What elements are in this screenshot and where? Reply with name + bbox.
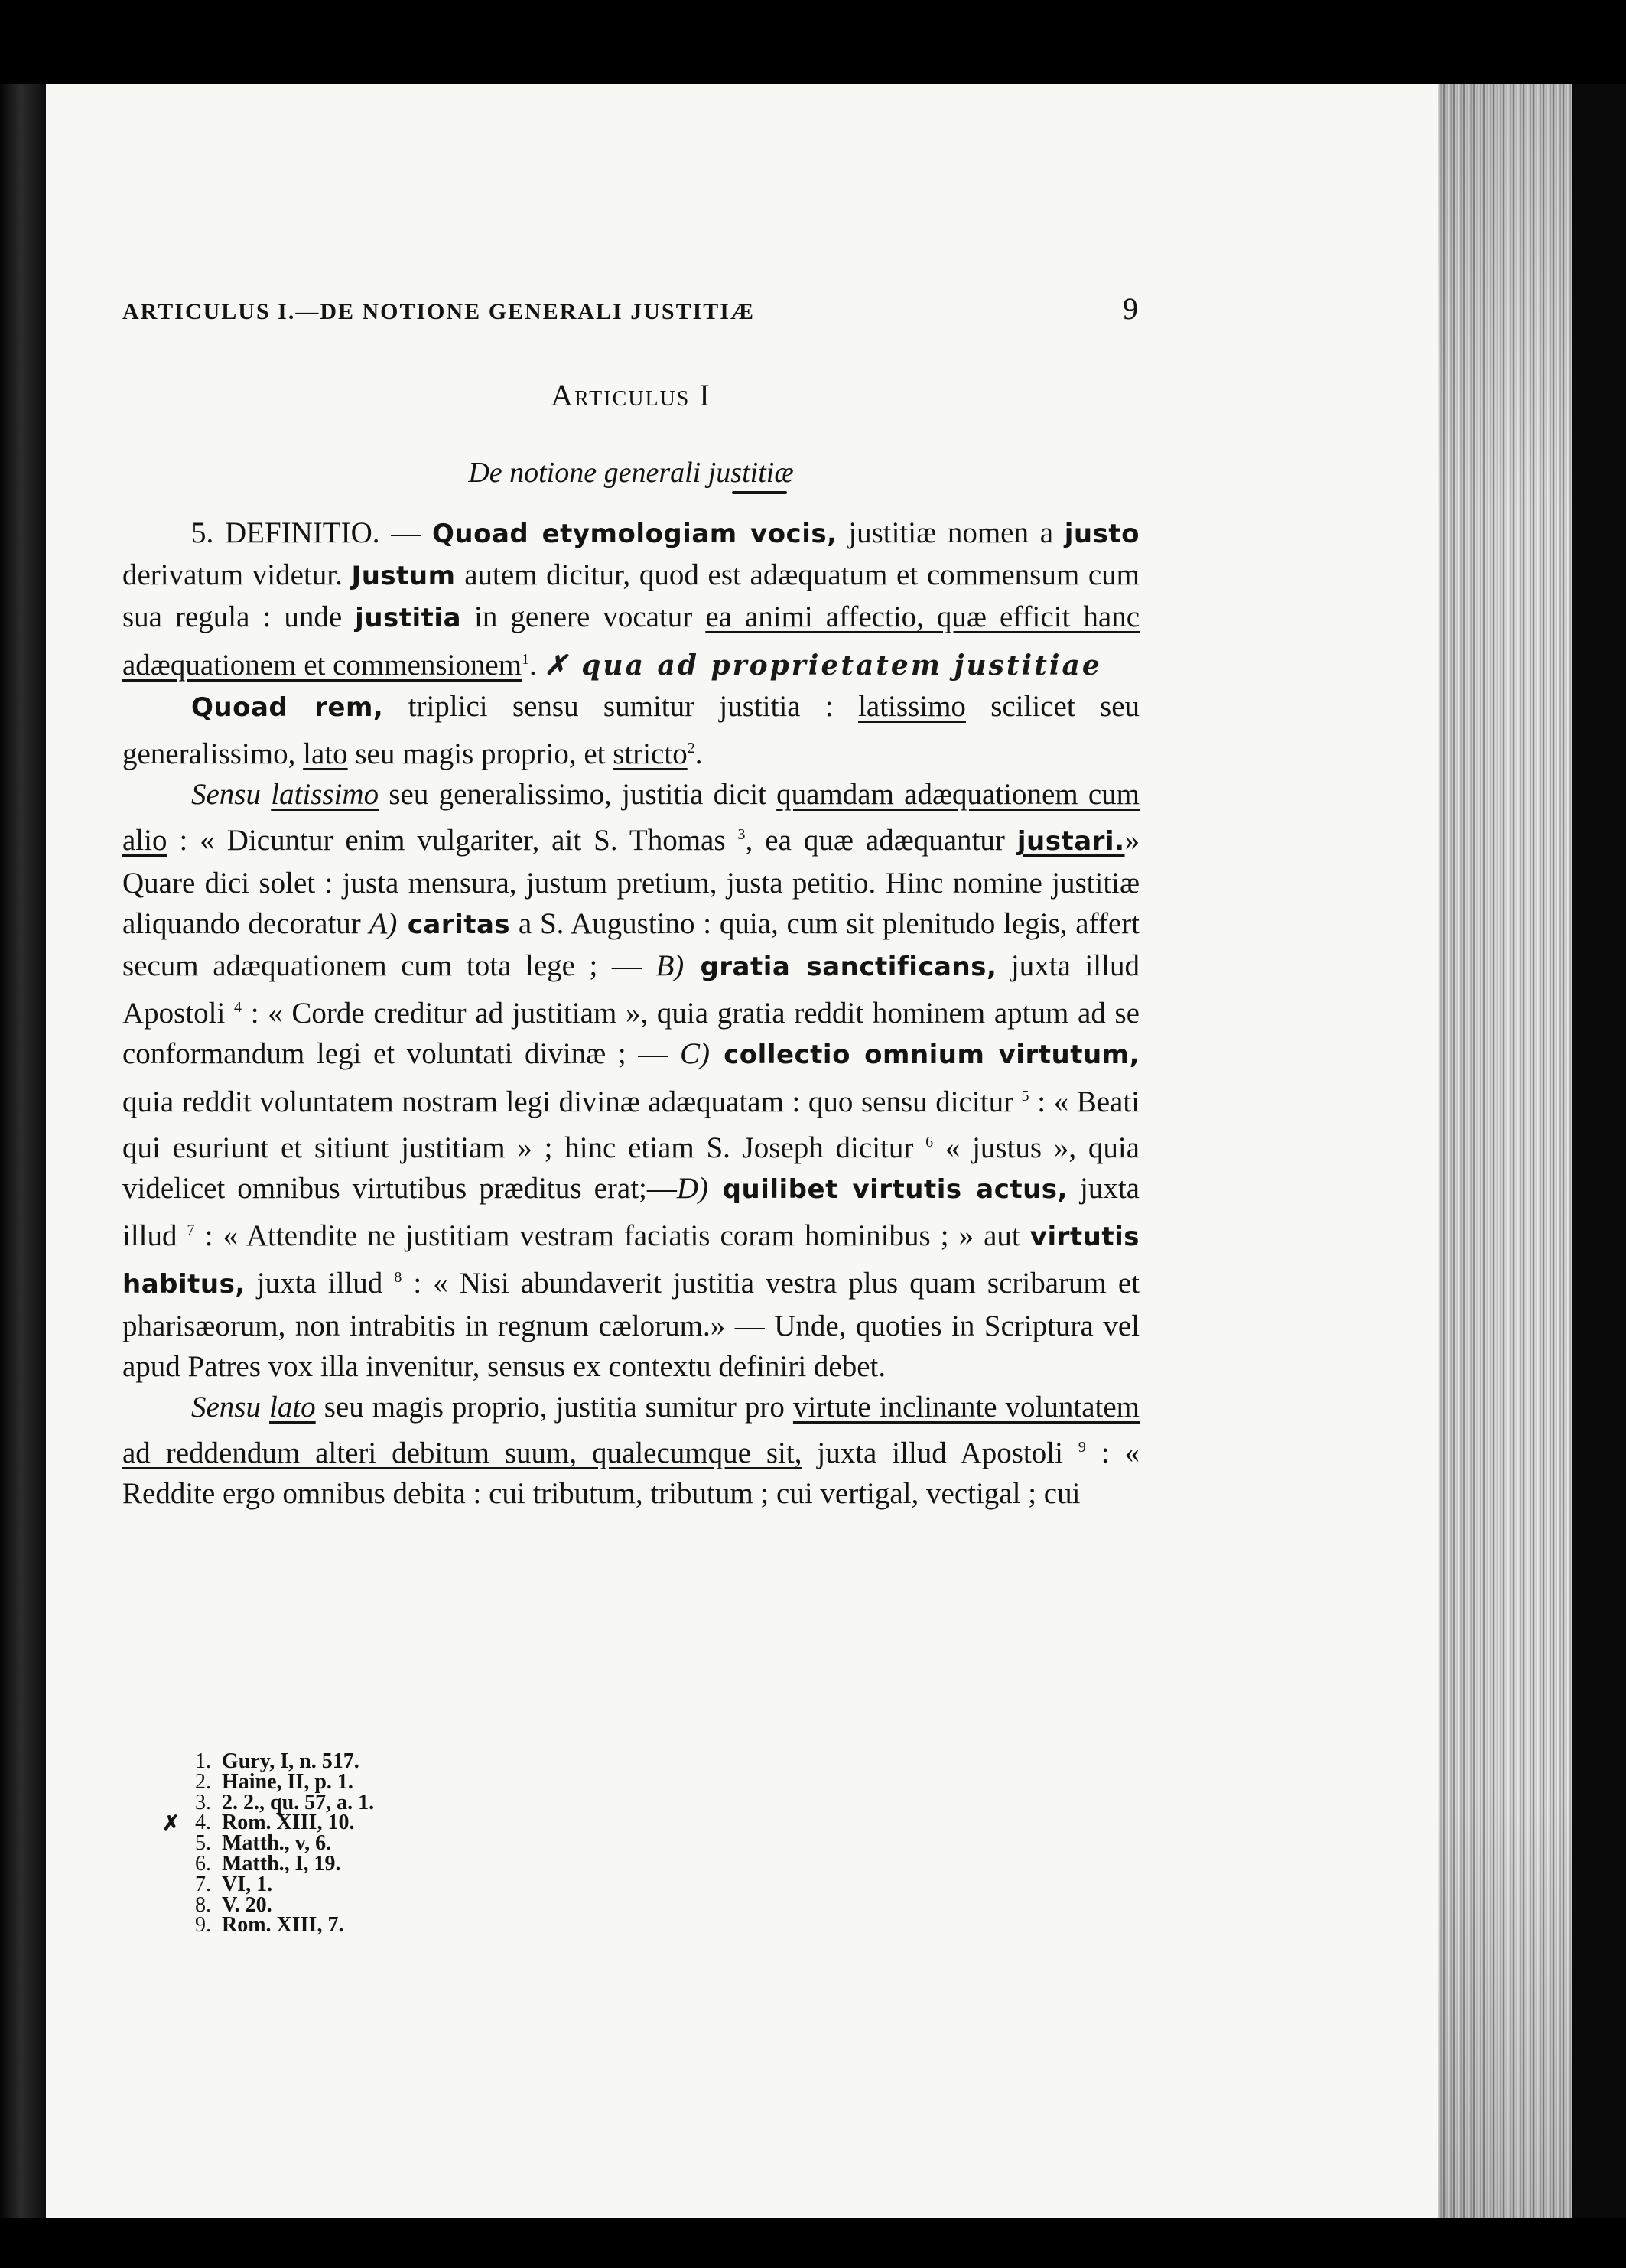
text: . bbox=[694, 737, 703, 771]
running-header bbox=[122, 291, 1140, 327]
enumeration-letter: C) bbox=[679, 1037, 710, 1071]
text: in genere vocatur bbox=[461, 600, 706, 634]
text: « justus », quia videlicet omnibus virtutibus præditus erat;— bbox=[122, 1131, 1140, 1206]
text: juxta illud bbox=[245, 1267, 395, 1300]
footnote bbox=[176, 1749, 558, 1773]
italic-text: Sensu bbox=[191, 778, 272, 812]
footnote-ref: 7 bbox=[187, 1222, 195, 1239]
underlined-phrase: ea animi affectio, quæ efficit hanc adæquationem et commensionem bbox=[122, 600, 1140, 682]
scan-right-border bbox=[1572, 84, 1626, 2218]
footnote-ref: 3 bbox=[737, 826, 746, 844]
text: seu magis proprio, justitia sumitur pro bbox=[315, 1391, 793, 1424]
footnote-text: Matth., I, 19. bbox=[222, 1851, 341, 1876]
enumeration-letter: A) bbox=[369, 906, 398, 940]
text: » Quare dici solet : justa mensura, justum pretium, justa petitio. Hinc nomine justitiæ aliquando decoratur bbox=[122, 824, 1140, 940]
text: juxta illud bbox=[122, 1172, 1140, 1253]
text: scilicet seu generalissimo, bbox=[122, 689, 1140, 771]
article-title: Articulus I bbox=[551, 378, 711, 412]
text: quia reddit voluntatem nostram legi divinæ adæquatam : quo sensu dicitur bbox=[122, 1085, 1022, 1118]
text: triplici sensu sumitur justitia : bbox=[383, 689, 859, 723]
handwritten-margin-mark: ✗ bbox=[162, 1812, 180, 1836]
footnote-ref: 8 bbox=[394, 1269, 402, 1287]
text: : « Attendite ne justitiam vestram faciatis coram hominibus ; » aut bbox=[194, 1219, 1030, 1253]
bold-term: collectio omnium virtutum, bbox=[709, 1040, 1140, 1071]
paragraph-definitio bbox=[122, 512, 1140, 686]
bold-term: justitia bbox=[355, 603, 462, 634]
underlined-word: stricto bbox=[613, 737, 688, 771]
text: , ea quæ adæquantur bbox=[745, 824, 1017, 857]
handwritten-annotation: ✗ qua ad proprietatem justitiae bbox=[544, 649, 1102, 682]
text: seu generalissimo, justitia dicit bbox=[379, 778, 777, 812]
text: juxta illud Apostoli bbox=[122, 949, 1140, 1030]
footnote-number: 1. bbox=[195, 1749, 211, 1773]
page-number: 9 bbox=[1123, 291, 1140, 326]
text: seu magis proprio, et bbox=[347, 737, 613, 771]
footnote-text: VI, 1. bbox=[222, 1872, 273, 1896]
underlined-phrase: quamdam adæquationem cum alio bbox=[122, 778, 1140, 857]
text: . bbox=[529, 648, 545, 682]
footnote-ref: 5 bbox=[1021, 1087, 1029, 1105]
footnote-text: V. 20. bbox=[222, 1892, 272, 1917]
bold-term: justo bbox=[1064, 519, 1140, 549]
footnote-number: 3. bbox=[195, 1790, 211, 1814]
footnote bbox=[176, 1892, 558, 1917]
text: justitiæ nomen a bbox=[837, 516, 1065, 549]
paragraph-sensu-latissimo bbox=[122, 774, 1140, 1387]
footnote-number: 2. bbox=[195, 1769, 211, 1794]
bold-term: quilibet virtutis actus, bbox=[708, 1174, 1068, 1206]
footnote bbox=[176, 1872, 558, 1896]
text: juxta illud Apostoli bbox=[802, 1437, 1078, 1470]
footnote-number: 7. bbox=[195, 1872, 211, 1896]
text: a S. Augustino : quia, cum sit plenitudo legis, affert secum adæquationem cum tota lege ; — bbox=[122, 906, 1140, 983]
enumeration-letter: B) bbox=[655, 949, 685, 983]
article-subtitle: De notione generali justitiæ bbox=[468, 457, 794, 489]
pen-underline-mark bbox=[732, 491, 787, 494]
underlined-word: latissimo bbox=[271, 778, 379, 812]
footnote-number: 8. bbox=[195, 1892, 211, 1917]
bold-term: virtutis habitus, bbox=[122, 1222, 1140, 1300]
italic-text: Sensu bbox=[191, 1391, 270, 1424]
footnote-text: 2. 2., qu. 57, a. 1. bbox=[222, 1790, 375, 1814]
text: autem dicitur, quod est adæquatum et commensum cum sua regula : unde bbox=[122, 558, 1140, 634]
footnotes bbox=[176, 1749, 558, 1938]
bold-term: Justum bbox=[351, 561, 456, 592]
footnote-text: Gury, I, n. 517. bbox=[222, 1749, 359, 1773]
footnote bbox=[176, 1851, 558, 1876]
page-stack-edge bbox=[1438, 84, 1572, 2218]
paragraph-sensu-lato bbox=[122, 1387, 1140, 1515]
footnote-number: 5. bbox=[195, 1831, 211, 1856]
text: : « Corde creditur ad justitiam », quia gratia reddit hominem aptum ad se conformandum legi et voluntati divinæ ; — bbox=[122, 997, 1140, 1071]
text: derivatum videtur. bbox=[122, 558, 352, 592]
footnote-ref: 4 bbox=[234, 999, 242, 1017]
underlined-phrase: virtute inclinante voluntatem ad reddendum alteri debitum suum, qualecumque sit, bbox=[122, 1391, 1140, 1470]
footnote-ref: 1 bbox=[522, 650, 530, 668]
section-number-heading: 5. DEFINITIO. — bbox=[191, 516, 432, 549]
text: : « Nisi abundaverit justitia vestra plus quam scribarum et pharisæorum, non intrabitis in regnum cælorum.» — Unde, quoties in Scriptura vel apud Patres vox illa invenitur, sensus ex contextu definiri debet. bbox=[122, 1267, 1140, 1383]
scan-left-border bbox=[0, 84, 46, 2218]
footnote-number: 9. bbox=[195, 1913, 211, 1938]
paragraph-quoad-rem bbox=[122, 686, 1140, 774]
footnote-ref: 9 bbox=[1078, 1439, 1086, 1456]
footnote bbox=[176, 1769, 558, 1794]
footnote-ref: 2 bbox=[687, 740, 695, 757]
bold-term: justari. bbox=[1016, 826, 1125, 857]
underlined-word: lato bbox=[269, 1391, 316, 1424]
enumeration-letter: D) bbox=[676, 1172, 709, 1206]
bold-term: Quoad etymologiam vocis, bbox=[432, 519, 837, 549]
text: : « Dicuntur enim vulgariter, ait S. Thomas bbox=[167, 824, 738, 857]
footnote-number: 4. bbox=[195, 1811, 211, 1835]
bold-term: Quoad rem, bbox=[191, 691, 384, 723]
footnote bbox=[176, 1831, 558, 1856]
underlined-word: latissimo bbox=[858, 689, 966, 723]
bold-term: caritas bbox=[397, 909, 511, 940]
bold-term: gratia sanctificans, bbox=[684, 952, 997, 983]
footnote-text: Matth., v, 6. bbox=[222, 1831, 332, 1856]
text: : « Beati qui esuriunt et sitiunt justitiam » ; hinc etiam S. Joseph dicitur bbox=[122, 1085, 1140, 1164]
footnote-number: 6. bbox=[195, 1851, 211, 1876]
underlined-word: lato bbox=[303, 737, 348, 771]
text: : « Reddite ergo omnibus debita : cui tributum, tributum ; cui vertigal, vectigal ; cui bbox=[122, 1437, 1140, 1511]
footnote bbox=[176, 1790, 558, 1814]
footnote bbox=[176, 1915, 558, 1936]
footnote-text: Haine, II, p. 1. bbox=[222, 1769, 353, 1794]
running-title: ARTICULUS I.—DE NOTIONE GENERALI JUSTITIÆ bbox=[122, 299, 755, 324]
page-content bbox=[122, 291, 1140, 1515]
footnote-text: Rom. XIII, 7. bbox=[222, 1913, 344, 1938]
footnote-ref: 6 bbox=[925, 1133, 934, 1150]
footnote bbox=[176, 1813, 558, 1834]
footnote-text: Rom. XIII, 10. bbox=[222, 1811, 355, 1835]
